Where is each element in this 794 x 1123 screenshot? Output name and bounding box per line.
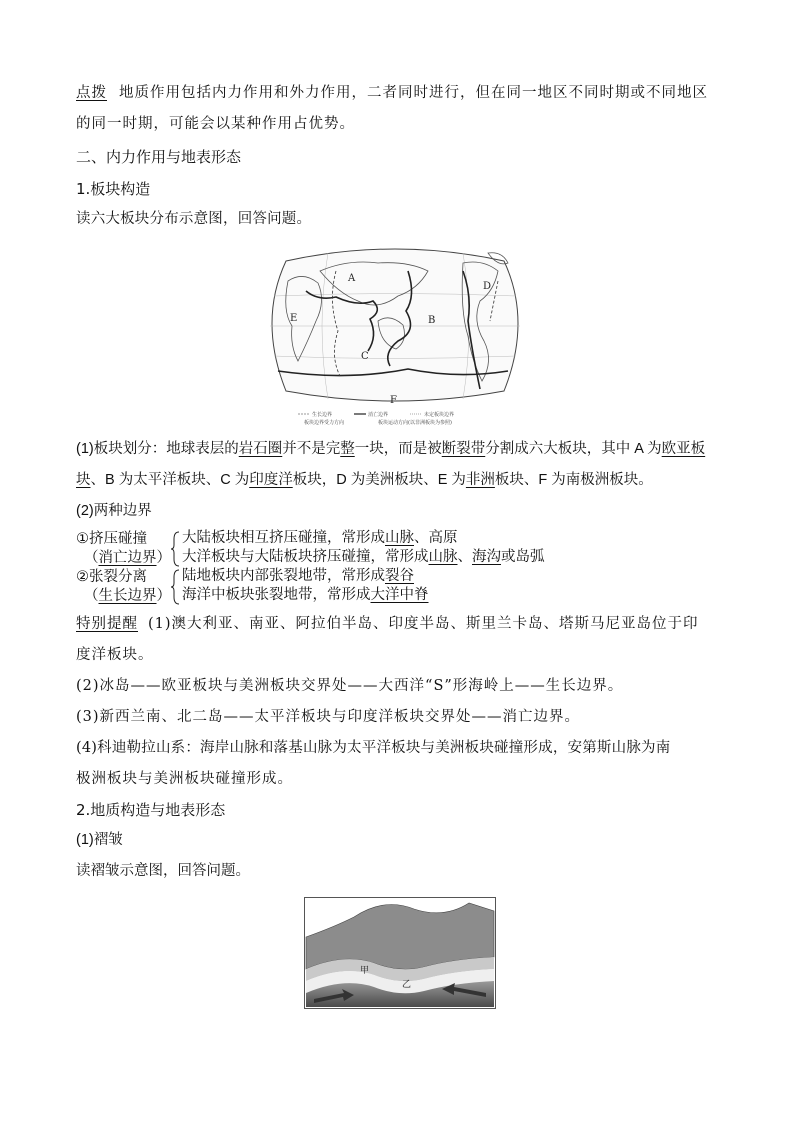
fold-label-yi: 乙 (402, 980, 412, 990)
note-2: (2)冰岛——欧亚板块与美洲板块交界处——大西洋“S”形海岭上——生长边界。 (76, 678, 624, 694)
subsection-title-structure: 2.地质构造与地表形态 (76, 801, 226, 819)
boundary-2-name: ②张裂分离 (76, 569, 147, 585)
boundaries-diagram (76, 529, 726, 605)
boundary-1-line-2: 大洋板块与大陆板块挤压碰撞，常形成山脉、海沟或岛弧 (182, 549, 545, 565)
q1-key-eurasian: 欧亚板块 (76, 441, 706, 488)
map-outline (272, 249, 518, 401)
q1-text-a: 板块划分：地球表层的 (93, 441, 239, 457)
plate-label-c: C (361, 351, 369, 362)
plate-label-e: E (290, 313, 298, 324)
tip-label: 点拨 (76, 85, 107, 101)
plate-map (258, 241, 533, 426)
legend-force: 板块边界受力方向 (304, 420, 345, 426)
plate-map-figure (258, 241, 533, 426)
boundary-2-line-2: 海洋中板块张裂地带，常形成大洋中脊 (182, 587, 429, 603)
legend-uncertain: 未定板块边界 (424, 412, 455, 418)
subsection-title-plate: 1.板块构造 (76, 180, 151, 198)
page-content (76, 78, 726, 1009)
q1-paragraph (76, 434, 726, 496)
note-1: (1)澳大利亚、南亚、阿拉伯半岛、印度半岛、斯里兰卡岛、塔斯马尼亚岛位于印 (148, 616, 699, 632)
note-4a: (4)科迪勒拉山系：海岸山脉和落基山脉为太平洋板块与美洲板块碰撞形成，安第斯山脉为南 (76, 740, 671, 756)
q1-key-indian: 印度洋 (249, 472, 293, 488)
fold-intro: 读褶皱示意图，回答问题。 (76, 863, 250, 879)
q1-text-c: 一块，而是被 (354, 441, 442, 457)
q1-text-g: 板块、F 为南极洲板 (494, 472, 624, 488)
plate-label-b: B (428, 315, 436, 326)
note-paragraph-1 (76, 609, 726, 640)
boundary-2-alias: （生长边界） (84, 588, 171, 604)
tip-text-1: 地质作用包括内力作用和外力作用，二者同时进行，但在同一地区不同时期或不同地区 (119, 85, 708, 101)
q1-key-african: 非洲 (465, 472, 495, 488)
plate-label-d: D (483, 281, 492, 292)
q1-key-whole: 整 (340, 441, 355, 457)
boundary-2-line-1: 陆地板块内部张裂地带，常形成裂谷 (182, 568, 414, 584)
brace-2 (170, 569, 180, 605)
q1-key-fault: 断裂带 (441, 441, 486, 457)
legend-growth: 生长边界 (312, 412, 333, 418)
q1-text-f: 板块，D 为美洲板块、E 为 (292, 472, 466, 488)
boundary-1-alias: （消亡边界） (84, 550, 171, 566)
tip-paragraph (76, 78, 726, 109)
fold-label-jia: 甲 (360, 966, 370, 976)
note-4b: 极洲板块与美洲板块碰撞形成。 (76, 771, 293, 787)
boundary-1-name: ①挤压碰撞 (76, 531, 147, 547)
q1-text-h: 块。 (623, 472, 653, 488)
note-3: (3)新西兰南、北二岛——太平洋板块与印度洋板块交界处——消亡边界。 (76, 709, 581, 725)
note-1-cont: 度洋板块。 (76, 647, 154, 663)
q1-key-lithosphere: 岩石圈 (238, 441, 283, 457)
q1-number: (1) (76, 441, 94, 457)
q2-title: (2)两种边界 (76, 503, 152, 519)
fold-title: (1)褶皱 (76, 832, 123, 848)
boundary-1-line-1: 大陆板块相互挤压碰撞，常形成山脉、高原 (182, 530, 458, 546)
map-intro: 读六大板块分布示意图，回答问题。 (76, 211, 312, 227)
fold-figure (304, 897, 496, 1009)
plate-label-f: F (390, 395, 397, 406)
tip-text-2: 的同一时期，可能会以某种作用占优势。 (76, 116, 355, 132)
q1-text-d: 分割成六大板块，其中 A 为 (485, 441, 662, 457)
plate-label-a: A (348, 273, 356, 284)
note-label: 特别提醒 (76, 616, 138, 632)
legend-subduction: 消亡边界 (368, 412, 389, 418)
brace-1 (170, 531, 180, 567)
fold-diagram (304, 897, 496, 1009)
legend-motion: 板块运动方向(以非洲板块为参照) (378, 420, 452, 426)
q1-text-b: 并不是完 (282, 441, 341, 457)
map-legend (298, 411, 454, 426)
section-title: 二、内力作用与地表形态 (76, 148, 242, 166)
q1-text-e: 、B 为太平洋板块、C 为 (90, 472, 250, 488)
